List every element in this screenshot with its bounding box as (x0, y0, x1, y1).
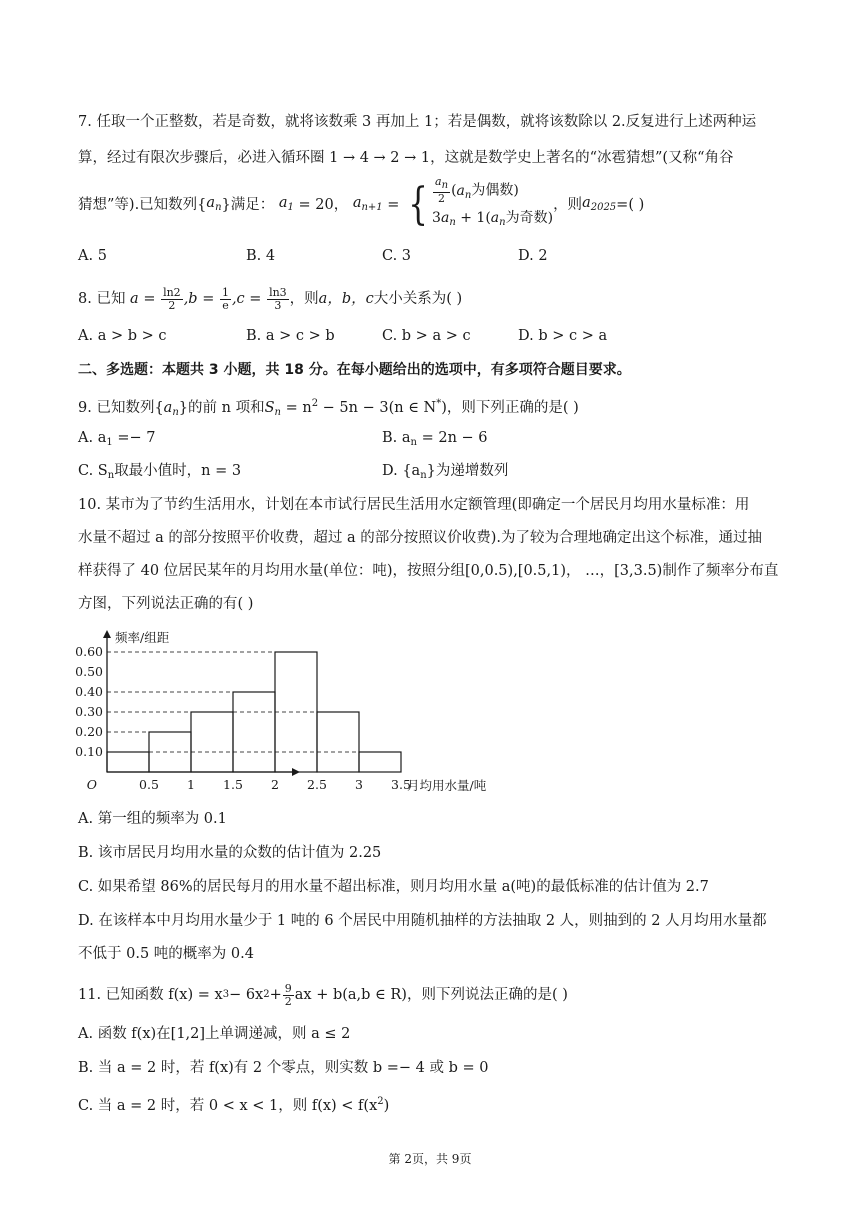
q7-option-a: A. 5 (78, 248, 107, 264)
bar-3 (233, 692, 275, 772)
histogram-chart (70, 628, 487, 798)
q8-suffix: 大小关系为( ) (373, 291, 463, 307)
x-tick-label-0: 0.5 (139, 777, 159, 792)
q8-a: a = (125, 291, 161, 307)
q8-frac-b: $\frac{1}{e}$ (221, 285, 229, 312)
q10-option-c: C. 如果希望 86%的居民每月的用水量不超出标准，则月均用水量 a(吨)的最低标准的估计值为 2.7 (78, 879, 709, 895)
q7-a2025: $a_{2025}$ (582, 194, 617, 213)
x-tick-label-1: 1 (187, 777, 195, 792)
y-tick-label-3: 0.40 (75, 684, 103, 699)
q11-option-b: B. 当 a = 2 时，若 f(x)有 2 个零点，则实数 b =− 4 或 b = 0 (78, 1060, 489, 1076)
x-tick-label-5: 3 (355, 777, 363, 792)
q8-prefix: 8. 已知 (78, 291, 126, 307)
q7-case2: $3a_n + 1(a_n$为奇数) (432, 209, 554, 228)
q10-line1: 10. 某市为了节约生活用水，计划在本市试行居民生活用水定额管理(即确定一个居民月均用水量标准：用 (78, 497, 750, 513)
bar-5 (317, 712, 359, 772)
section-heading: 二、多选题：本题共 3 小题，共 18 分。在每小题给出的选项中，有多项符合题目要求。 (78, 362, 631, 378)
q9-option-d: D. $\{a_n\}$为递增数列 (382, 463, 509, 481)
q7-line2: 算，经过有限次步骤后，必进入循环圈 1 → 4 → 2 → 1，这就是数学史上著名的“冰雹猜想”(又称“角谷 (78, 150, 734, 166)
q7-line3 (78, 175, 645, 230)
q8-option-a: A. a > b > c (78, 328, 167, 344)
y-tick-label-2: 0.30 (75, 704, 103, 719)
q7-an1: $a_{n+1}$ (348, 194, 383, 213)
q10-line2: 水量不超过 a 的部分按照平价收费，超过 a 的部分按照议价收费).为了较为合理地确定出这个标准，通过抽 (78, 530, 762, 546)
q7-cases (432, 176, 553, 234)
q8-line (78, 284, 462, 314)
q7-brace: { (408, 179, 428, 230)
q7-case1: $\frac{a_n}{2}$ ($a_n$为偶数) (435, 175, 519, 206)
q7-line3-prefix: 猜想”等).已知数列{ (78, 197, 207, 213)
q10-option-b: B. 该市居民月均用水量的众数的估计值为 2.25 (78, 845, 382, 861)
q11-line: 11. 已知函数 f(x) = x 3 − 6x 2 + $\frac{9}{2}$ ax + b(a,b ∈ R)，则下列说法正确的是( ) (78, 981, 568, 1008)
x-tick-label-2: 1.5 (223, 777, 243, 792)
q7-option-b: B. 4 (246, 248, 276, 264)
q8-frac-c: $\frac{\ln 3}{3}$ (269, 285, 287, 312)
q7-tail: ，则 (553, 197, 583, 213)
x-tick-label-6: 3.5 (391, 777, 411, 792)
q9-option-a: A. $a_1 =- 7$ (78, 430, 156, 448)
q8-option-c: C. b > a > c (382, 328, 471, 344)
q8-c: ,c = (231, 291, 267, 307)
y-tick-label-0: 0.10 (75, 744, 103, 759)
q7-an: $a_n$ (206, 194, 222, 213)
q11-frac: $\frac{9}{2}$ (284, 981, 292, 1008)
bar-2 (191, 712, 233, 772)
page-footer: 第 2页，共 9页 (388, 1152, 472, 1166)
x-tick-label-3: 2 (271, 777, 279, 792)
q8-mid: ，则 (289, 291, 319, 307)
q8-option-d: D. b > c > a (518, 328, 608, 344)
q7-a1-val: = 20， (298, 197, 349, 213)
q8-option-b: B. a > c > b (246, 328, 335, 344)
y-tick-label-1: 0.20 (75, 724, 103, 739)
q10-line4: 方图，下列说法正确的有( ) (78, 596, 254, 612)
q11-option-c: C. 当 a = 2 时，若 0 < x < 1，则 $f(x) < f(x^2)$ (78, 1096, 390, 1114)
bar-6 (359, 752, 401, 772)
q7-tail2: =( ) (616, 197, 645, 213)
q7-a1-sym: $a_1$ (274, 194, 294, 213)
x-axis-arrow (292, 768, 300, 776)
bar-0 (107, 752, 149, 772)
q9-option-b: B. $a_n = 2n - 6$ (382, 430, 488, 448)
q7-line1: 7. 任取一个正整数，若是奇数，就将该数乘 3 再加上 1；若是偶数，就将该数除以 2.反复进行上述两种运 (78, 114, 757, 130)
q9-option-c: C. $S_n$取最小值时，n = 3 (78, 463, 242, 481)
x-tick-label-4: 2.5 (307, 777, 327, 792)
y-tick-label-4: 0.50 (75, 664, 103, 679)
q10-line3: 样获得了 40 位居民某年的月均用水量(单位：吨)，按照分组[0,0.5),[0.5,1)， …，[3,3.5)制作了频率分布直 (78, 563, 779, 579)
y-tick-label-5: 0.60 (75, 644, 103, 659)
q7-option-d: D. 2 (518, 248, 548, 264)
q10-option-d-line2: 不低于 0.5 吨的概率为 0.4 (78, 946, 254, 962)
q10-option-d-line1: D. 在该样本中月均用水量少于 1 吨的 6 个居民中用随机抽样的方法抽取 2 人，则抽到的 2 人月均用水量都 (78, 913, 767, 929)
x-axis-label: 月均用水量/吨 (407, 778, 487, 793)
origin-label: O (86, 777, 97, 792)
q7-piecewise (404, 176, 553, 234)
q10-option-a: A. 第一组的频率为 0.1 (78, 811, 227, 827)
q8-vars: a，b，c (318, 291, 374, 307)
q7-option-c: C. 3 (382, 248, 412, 264)
q8-b: ,b = (183, 291, 219, 307)
q9-line: 9. 已知数列$\{a_n\}$的前 n 项和$S_n = n^2 - 5n - 3(n$ ∈ N*)，则下列正确的是( ) (78, 398, 579, 418)
y-axis-label: 频率/组距 (115, 630, 170, 645)
y-axis-arrow (103, 630, 111, 638)
q7-eq: = (387, 197, 405, 213)
q7-line3-mid: }满足： (221, 197, 275, 213)
q8-frac-a: $\frac{\ln 2}{2}$ (163, 285, 181, 312)
q11-option-a: A. 函数 f(x)在[1,2]上单调递减，则 a ≤ 2 (78, 1026, 351, 1042)
